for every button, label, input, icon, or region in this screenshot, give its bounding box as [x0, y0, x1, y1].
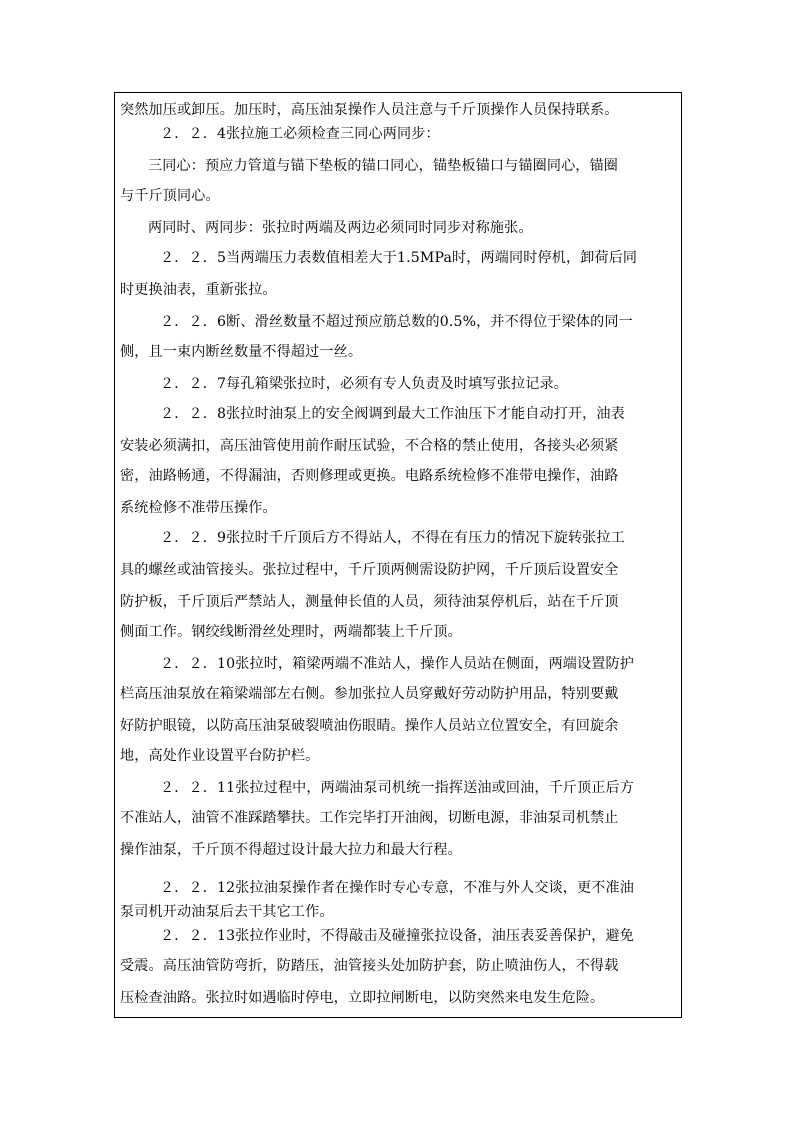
text-line: 防护板，千斤顶后严禁站人，测量伸长值的人员，须待油泵停机后，站在千斤顶: [120, 594, 619, 610]
text-line: 突然加压或卸压。加压时，高压油泵操作人员注意与千斤顶操作人员保持联系。: [120, 102, 619, 118]
text-line: 压检查油路。张拉时如遇临时停电，立即拉闸断电，以防突然来电发生危险。: [120, 990, 605, 1006]
text-line: 两同时、两同步：张拉时两端及两边必须同时同步对称施张。: [148, 220, 533, 236]
text-line: 不准站人，油管不准踩踏攀扶。工作完毕打开油阀，切断电源，非油泵司机禁止: [120, 810, 619, 826]
text-line: ２．２．7每孔箱梁张拉时，必须有专人负责及时填写张拉记录。: [160, 376, 568, 392]
text-line: ２．２．9张拉时千斤顶后方不得站人，不得在有压力的情况下旋转张拉工: [160, 530, 625, 546]
text-line: ２．２．5当两端压力表数值相差大于1.5MPa时，两端同时停机，卸荷后同: [160, 250, 638, 266]
text-line: 具的螺丝或油管接头。张拉过程中，千斤顶两侧需设防护网，千斤顶后设置安全: [120, 562, 619, 578]
text-line: 泵司机开动油泵后去干其它工作。: [120, 904, 334, 920]
text-line: ２．２．8张拉时油泵上的安全阀调到最大工作油压下才能自动打开，油表: [160, 406, 625, 422]
section-heading: ２．２．4张拉施工必须检查三同心两同步：: [160, 126, 440, 142]
text-line: 三同心：预应力管道与锚下垫板的锚口同心，锚垫板锚口与锚圈同心，锚圈: [148, 158, 619, 174]
text-line: ２．２．10张拉时，箱梁两端不准站人，操作人员站在侧面，两端设置防护: [160, 656, 635, 672]
text-line: ２．２．12张拉油泵操作者在操作时专心专意，不准与外人交谈，更不准油: [160, 880, 635, 896]
text-line: 好防护眼镜，以防高压油泵破裂喷油伤眼睛。操作人员站立位置安全，有回旋余: [120, 718, 619, 734]
text-line: 侧面工作。钢绞线断滑丝处理时，两端都装上千斤顶。: [120, 624, 462, 640]
text-line: 时更换油表，重新张拉。: [120, 282, 277, 298]
text-line: 系统检修不准带压操作。: [120, 500, 277, 516]
text-line: 地，高处作业设置平台防护栏。: [120, 748, 320, 764]
text-line: 栏高压油泵放在箱梁端部左右侧。参加张拉人员穿戴好劳动防护用品，特别要戴: [120, 686, 619, 702]
text-line: 侧，且一束内断丝数量不得超过一丝。: [120, 344, 363, 360]
text-line: 安装必须满扣，高压油管使用前作耐压试验，不合格的禁止使用，各接头必须紧: [120, 438, 619, 454]
text-line: 密，油路畅通，不得漏油，否则修理或更换。电路系统检修不准带电操作，油路: [120, 468, 619, 484]
text-line: 受震。高压油管防弯折，防踏压，油管接头处加防护套，防止喷油伤人，不得载: [120, 958, 619, 974]
text-line: 操作油泵，千斤顶不得超过设计最大拉力和最大行程。: [120, 842, 462, 858]
text-line: ２．２．6断、滑丝数量不超过预应筋总数的0.5%，并不得位于梁体的同一: [160, 314, 633, 330]
text-line: 与千斤顶同心。: [120, 188, 220, 204]
text-line: ２．２．11张拉过程中，两端油泵司机统一指挥送油或回油，千斤顶正后方: [160, 780, 635, 796]
text-line: ２．２．13张拉作业时，不得敲击及碰撞张拉设备，油压表妥善保护，避免: [160, 928, 635, 944]
